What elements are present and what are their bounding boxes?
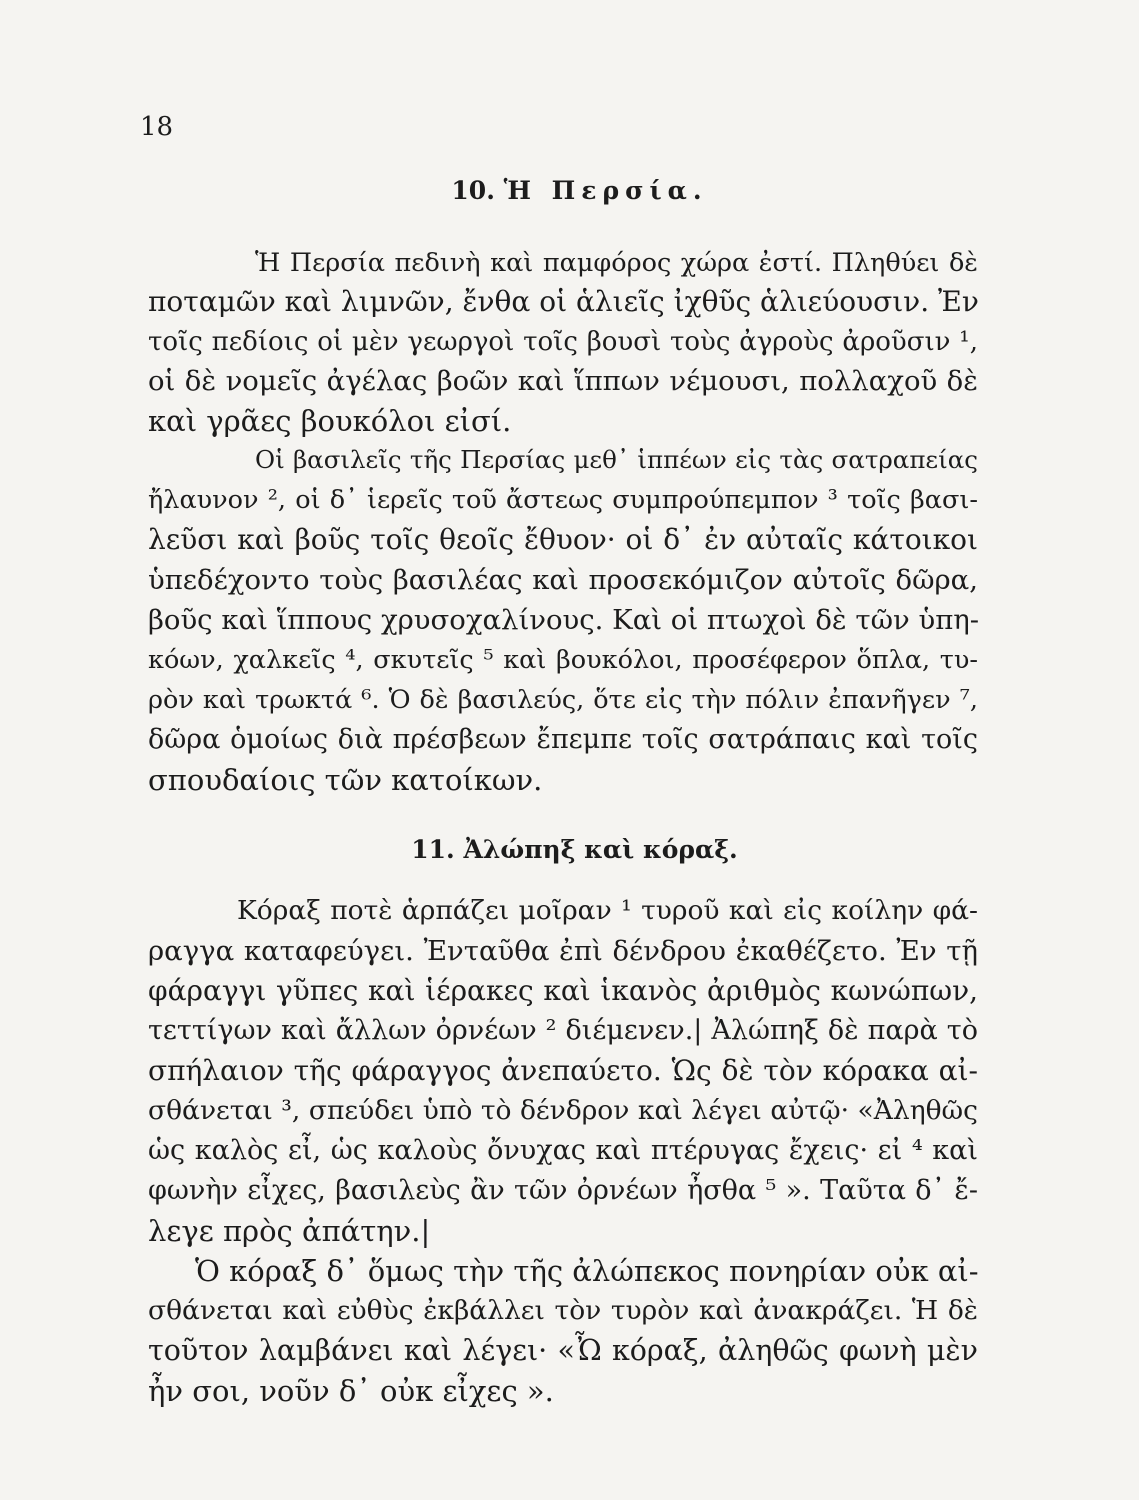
section-number: 10.	[451, 176, 495, 205]
section-heading: Ἀλώπηξ καὶ κόραξ.	[463, 835, 738, 864]
section-title-persia	[10, 176, 1139, 205]
text-line: ραγγα καταφεύγει. Ἐνταῦθα ἐπὶ δένδρου ἐκαθέζετο. Ἐν τῇ	[148, 935, 978, 967]
text-line: Ἡ Περσία πεδινὴ καὶ παμφόρος χώρα ἐστί. Πληθύει δὲ	[255, 248, 978, 278]
text-line: ἤλαυνον ², οἱ δ᾽ ἱερεῖς τοῦ ἄστεως συμπρούπεμπον ³ τοῖς βασι-	[148, 485, 978, 515]
text-line: ἦν σοι, νοῦν δ᾽ οὐκ εἶχες ».	[148, 1374, 554, 1408]
text-line: σπουδαίοις τῶν κατοίκων.	[148, 763, 543, 797]
text-line: λεγε πρὸς ἀπάτην.|	[148, 1214, 431, 1248]
text-line: τεττίγων καὶ ἄλλων ὀρνέων ² διέμενεν.| Ἀλώπηξ δὲ παρὰ τὸ	[148, 1015, 978, 1046]
text-line: τοῖς πεδίοις οἱ μὲν γεωργοὶ τοῖς βουσὶ τοὺς ἀγροὺς ἀροῦσιν ¹,	[148, 327, 978, 357]
section-title-fox-crow	[5, 835, 1139, 864]
text-line: ὡς καλὸς εἶ, ὡς καλοὺς ὄνυχας καὶ πτέρυγας ἔχεις· εἰ ⁴ καὶ	[148, 1135, 978, 1166]
page-number: 18	[140, 112, 174, 142]
text-line: Οἱ βασιλεῖς τῆς Περσίας μεθ᾽ ἱππέων εἰς τὰς σατραπείας	[255, 445, 978, 474]
text-line: ποταμῶν καὶ λιμνῶν, ἔνθα οἱ ἁλιεῖς ἰχθῦς ἁλιεύουσιν. Ἐν	[148, 285, 979, 318]
text-line: βοῦς καὶ ἵππους χρυσοχαλίνους. Καὶ οἱ πτωχοὶ δὲ τῶν ὑπη-	[148, 604, 980, 636]
text-line: κόων, χαλκεῖς ⁴, σκυτεῖς ⁵ καὶ βουκόλοι, προσέφερον ὅπλα, τυ-	[148, 645, 978, 675]
text-line: σθάνεται ³, σπεύδει ὑπὸ τὸ δένδρον καὶ λέγει αὐτῷ· «Ἀληθῶς	[148, 1095, 978, 1126]
text-line: ρὸν καὶ τρωκτά ⁶. Ὁ δὲ βασιλεύς, ὅτε εἰς τὴν πόλιν ἐπανῆγεν ⁷,	[148, 685, 978, 715]
section-heading: Ἡ Περσία.	[503, 176, 708, 205]
text-line: σπήλαιον τῆς φάραγγος ἀνεπαύετο. Ὡς δὲ τὸν κόρακα αἰ-	[148, 1054, 978, 1087]
text-line: φωνὴν εἶχες, βασιλεὺς ἂν τῶν ὀρνέων ἦσθα ⁵ ». Ταῦτα δ᾽ ἔ-	[148, 1175, 978, 1206]
text-line: καὶ γρᾶες βουκόλοι εἰσί.	[148, 404, 512, 438]
text-line: λεῦσι καὶ βοῦς τοῖς θεοῖς ἔθυον· οἱ δ᾽ ἐν αὐταῖς κάτοικοι	[148, 523, 978, 556]
text-line: Ὁ κόραξ δ᾽ ὅμως τὴν τῆς ἀλώπεκος πονηρίαν οὐκ αἰ-	[195, 1254, 979, 1288]
text-line: φάραγγι γῦπες καὶ ἱέρακες καὶ ἱκανὸς ἀριθμὸς κωνώπων,	[148, 974, 978, 1007]
section-number: 11.	[411, 835, 455, 864]
text-line: οἱ δὲ νομεῖς ἀγέλας βοῶν καὶ ἵππων νέμουσι, πολλαχοῦ δὲ	[148, 365, 978, 397]
text-line: δῶρα ὁμοίως διὰ πρέσβεων ἔπεμπε τοῖς σατράπαις καὶ τοῖς	[148, 724, 978, 755]
text-line: σθάνεται καὶ εὐθὺς ἐκβάλλει τὸν τυρὸν καὶ ἀνακράζει. Ἡ δὲ	[148, 1295, 978, 1326]
text-line: τοῦτον λαμβάνει καὶ λέγει· «Ὦ κόραξ, ἀληθῶς φωνὴ μὲν	[148, 1334, 978, 1367]
text-line: Κόραξ ποτὲ ἁρπάζει μοῖραν ¹ τυροῦ καὶ εἰς κοίλην φά-	[237, 895, 978, 926]
text-line: ὑπεδέχοντο τοὺς βασιλέας καὶ προσεκόμιζον αὐτοῖς δῶρα,	[148, 564, 978, 596]
